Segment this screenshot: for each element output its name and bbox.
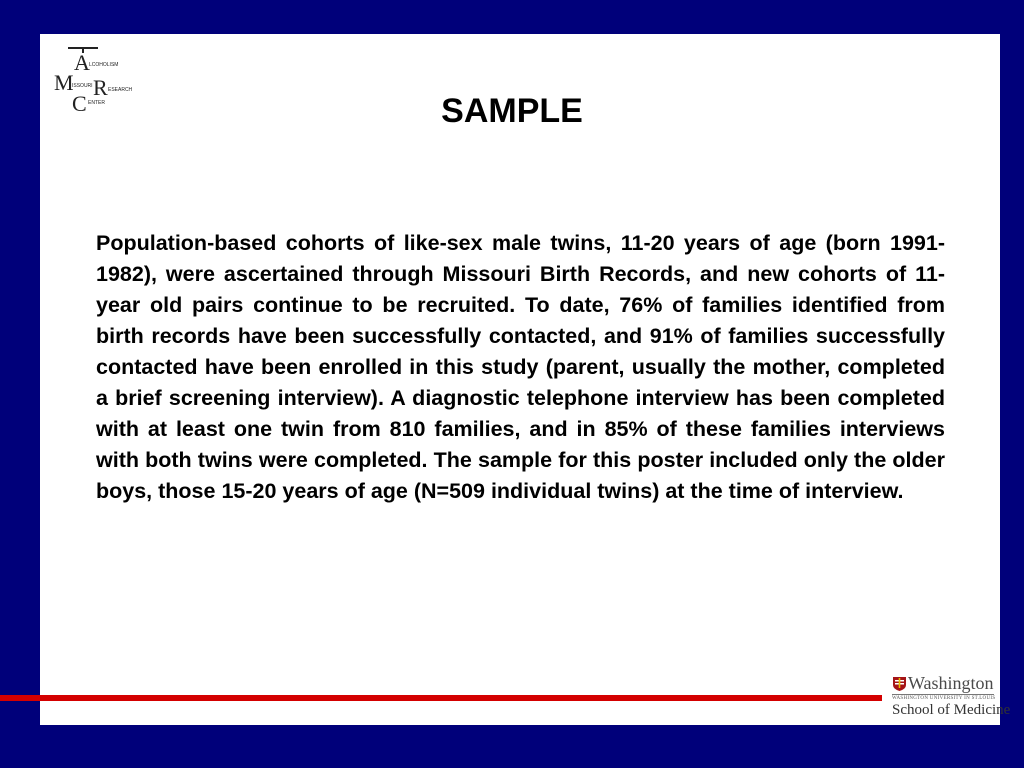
washington-wordmark: Washington	[908, 673, 994, 693]
amrc-letter-a: A	[74, 50, 90, 75]
amrc-letter-r: R	[93, 75, 108, 100]
slide-title: SAMPLE	[441, 92, 583, 130]
washington-subline: WASHINGTON UNIVERSITY IN ST.LOUIS	[892, 696, 996, 701]
school-of-medicine-label: School of Medicine	[892, 702, 1011, 718]
amrc-word-2: ISSOURI	[72, 83, 93, 89]
amrc-word-1: LCOHOLISM	[89, 62, 119, 68]
amrc-word-3: ESEARCH	[108, 87, 133, 93]
amrc-letter-c: C	[72, 91, 87, 116]
accent-line	[0, 695, 882, 701]
shield-icon	[893, 677, 906, 691]
slide-body-text: Population-based cohorts of like-sex male twins, 11-20 years of age (born 1991-1982), were ascertained through Missouri Birth Records, and new cohorts of 11-year old pairs continue to be recruited. To date, 76% of families identified from birth records have been successfully contacted, and 91% of families successfully contacted have been enrolled in this study (parent, usually the mother, completed a brief screening interview). A diagnostic telephone interview has been completed with at least one twin from 810 families, and in 85% of these families interviews with both twins were completed. The sample for this poster included only the older boys, those 15-20 years of age (N=509 individual twins) at the time of interview.	[96, 231, 945, 503]
washington-university-logo	[890, 673, 1011, 719]
amrc-letter-m: M	[54, 70, 74, 95]
amrc-word-4: ENTER	[88, 100, 105, 106]
